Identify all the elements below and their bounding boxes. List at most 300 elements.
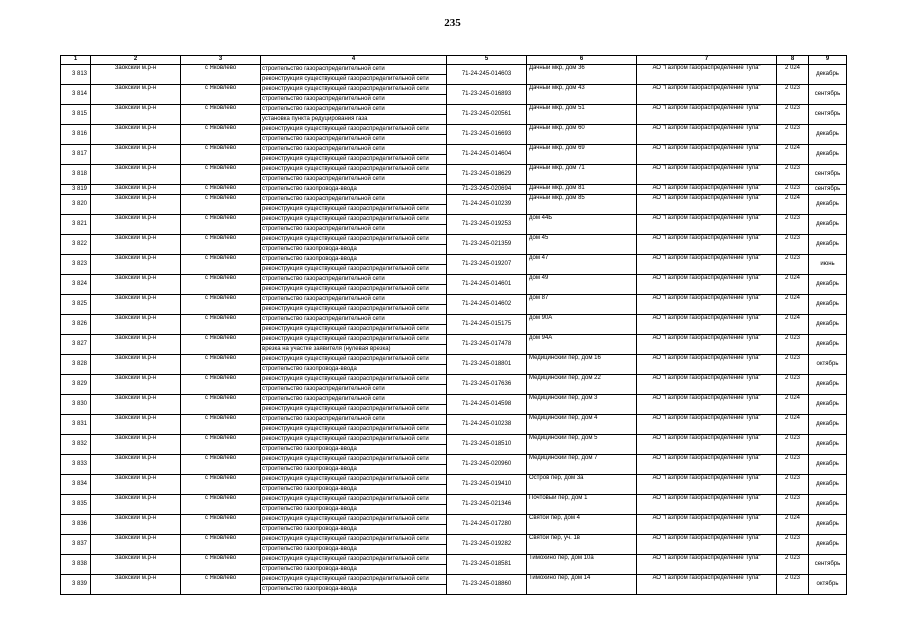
page-number: 235 — [444, 17, 461, 29]
organization-cell: АО "Газпром газораспределение Тула" — [637, 275, 777, 295]
row-number: 3 816 — [61, 125, 91, 145]
month-cell: сентябрь — [809, 105, 847, 125]
address-cell: Дачный мкр, дом 43 — [527, 85, 637, 105]
settlement-cell: с Яковлево — [181, 475, 261, 495]
request-code-cell: 71-23-245-021359 — [447, 235, 527, 255]
work-type-line: реконструкция существующей газораспределительной сети — [261, 235, 446, 245]
address-cell: Дачный мкр, дом 69 — [527, 145, 637, 165]
table-row — [61, 85, 847, 105]
district-cell: Заокский м.р-н — [91, 575, 181, 595]
work-type-line: реконструкция существующей газораспределительной сети — [261, 335, 446, 345]
work-type-cell — [261, 105, 447, 125]
month-cell: декабрь — [809, 335, 847, 355]
month-cell: декабрь — [809, 495, 847, 515]
work-type-line: реконструкция существующей газораспределительной сети — [261, 85, 446, 95]
work-type-line: строительство газораспределительной сети — [261, 415, 446, 425]
work-type-cell — [261, 515, 447, 535]
month-cell: декабрь — [809, 455, 847, 475]
year-cell: 2 023 — [777, 535, 809, 555]
organization-cell: АО "Газпром газораспределение Тула" — [637, 335, 777, 355]
table-row — [61, 395, 847, 415]
row-number: 3 828 — [61, 355, 91, 375]
district-cell: Заокский м.р-н — [91, 495, 181, 515]
work-type-cell — [261, 185, 447, 195]
settlement-cell: с Яковлево — [181, 295, 261, 315]
table-row — [61, 535, 847, 555]
year-cell: 2 024 — [777, 65, 809, 85]
row-number: 3 815 — [61, 105, 91, 125]
column-header: 8 — [777, 56, 809, 65]
month-cell: октябрь — [809, 575, 847, 595]
work-type-line: реконструкция существующей газораспределительной сети — [261, 125, 446, 135]
work-type-line: реконструкция существующей газораспределительной сети — [261, 455, 446, 465]
work-type-line: строительство газораспределительной сети — [261, 145, 446, 155]
year-cell: 2 023 — [777, 475, 809, 495]
organization-cell: АО "Газпром газораспределение Тула" — [637, 125, 777, 145]
table-row — [61, 375, 847, 395]
work-type-cell — [261, 85, 447, 105]
organization-cell: АО "Газпром газораспределение Тула" — [637, 435, 777, 455]
request-code-cell: 71-23-245-019282 — [447, 535, 527, 555]
work-type-line: строительство газораспределительной сети — [261, 275, 446, 285]
work-type-cell — [261, 455, 447, 475]
organization-cell: АО "Газпром газораспределение Тула" — [637, 415, 777, 435]
table-row — [61, 195, 847, 215]
organization-cell: АО "Газпром газораспределение Тула" — [637, 65, 777, 85]
work-type-line: строительство газораспределительной сети — [262, 226, 385, 232]
address-cell: Дачный мкр, дом 51 — [527, 105, 637, 125]
month-cell: декабрь — [809, 145, 847, 165]
work-type-line: реконструкция существующей газораспределительной сети — [261, 535, 446, 545]
request-code-cell: 71-23-245-018801 — [447, 355, 527, 375]
row-number: 3 824 — [61, 275, 91, 295]
district-cell: Заокский м.р-н — [91, 275, 181, 295]
request-code-cell: 71-24-245-010239 — [447, 195, 527, 215]
address-cell: Тимохино пер, дом 14 — [527, 575, 637, 595]
year-cell: 2 023 — [777, 555, 809, 575]
work-type-line: реконструкция существующей газораспределительной сети — [262, 266, 429, 272]
table-row — [61, 235, 847, 255]
table-row — [61, 165, 847, 185]
row-number: 3 818 — [61, 165, 91, 185]
address-cell: Медицинский пер, дом 7 — [527, 455, 637, 475]
month-cell: декабрь — [809, 435, 847, 455]
column-header: 5 — [447, 56, 527, 65]
address-cell: дом 47 — [527, 255, 637, 275]
work-type-line: реконструкция существующей газораспределительной сети — [262, 426, 429, 432]
table-row — [61, 65, 847, 85]
year-cell: 2 023 — [777, 125, 809, 145]
gasification-table — [60, 55, 847, 595]
request-code-cell: 71-24-245-014603 — [447, 65, 527, 85]
row-number: 3 830 — [61, 395, 91, 415]
organization-cell: АО "Газпром газораспределение Тула" — [637, 375, 777, 395]
work-type-cell — [261, 535, 447, 555]
work-type-line: строительство газопровода-ввода — [262, 366, 357, 372]
district-cell: Заокский м.р-н — [91, 215, 181, 235]
row-number: 3 835 — [61, 495, 91, 515]
address-cell: дом 87 — [527, 295, 637, 315]
month-cell: декабрь — [809, 375, 847, 395]
year-cell: 2 023 — [777, 185, 809, 195]
organization-cell: АО "Газпром газораспределение Тула" — [637, 145, 777, 165]
organization-cell: АО "Газпром газораспределение Тула" — [637, 395, 777, 415]
settlement-cell: с Яковлево — [181, 275, 261, 295]
district-cell: Заокский м.р-н — [91, 315, 181, 335]
year-cell: 2 024 — [777, 275, 809, 295]
work-type-line: установка пункта редуцирования газа — [262, 116, 368, 122]
work-type-cell — [261, 415, 447, 435]
month-cell: декабрь — [809, 535, 847, 555]
column-header: 7 — [637, 56, 777, 65]
work-type-line: реконструкция существующей газораспределительной сети — [262, 326, 429, 332]
month-cell: сентябрь — [809, 165, 847, 185]
request-code-cell: 71-23-245-020561 — [447, 105, 527, 125]
organization-cell: АО "Газпром газораспределение Тула" — [637, 475, 777, 495]
row-number: 3 833 — [61, 455, 91, 475]
address-cell: дом 90А — [527, 315, 637, 335]
year-cell: 2 023 — [777, 435, 809, 455]
row-number: 3 814 — [61, 85, 91, 105]
work-type-line: реконструкция существующей газораспределительной сети — [262, 406, 429, 412]
district-cell: Заокский м.р-н — [91, 555, 181, 575]
table-row — [61, 105, 847, 125]
request-code-cell: 71-24-245-015175 — [447, 315, 527, 335]
address-cell: Медицинский пер, дом 4 — [527, 415, 637, 435]
table-row — [61, 575, 847, 595]
work-type-line: строительство газопровода-ввода — [262, 566, 357, 572]
work-type-line: реконструкция существующей газораспределительной сети — [262, 286, 429, 292]
work-type-line: строительство газораспределительной сети — [261, 195, 446, 205]
settlement-cell: с Яковлево — [181, 65, 261, 85]
work-type-cell — [261, 475, 447, 495]
address-cell: дом 45 — [527, 235, 637, 255]
work-type-line: строительство газораспределительной сети — [262, 136, 385, 142]
year-cell: 2 023 — [777, 105, 809, 125]
table-row — [61, 295, 847, 315]
organization-cell: АО "Газпром газораспределение Тула" — [637, 575, 777, 595]
settlement-cell: с Яковлево — [181, 395, 261, 415]
table-row — [61, 125, 847, 145]
work-type-line: реконструкция существующей газораспределительной сети — [261, 555, 446, 565]
row-number: 3 826 — [61, 315, 91, 335]
column-header: 4 — [261, 56, 447, 65]
request-code-cell: 71-23-245-016693 — [447, 125, 527, 145]
row-number: 3 823 — [61, 255, 91, 275]
row-number: 3 825 — [61, 295, 91, 315]
district-cell: Заокский м.р-н — [91, 165, 181, 185]
month-cell: сентябрь — [809, 555, 847, 575]
organization-cell: АО "Газпром газораспределение Тула" — [637, 215, 777, 235]
work-type-line: строительство газопровода-ввода — [262, 186, 357, 192]
year-cell: 2 023 — [777, 455, 809, 475]
month-cell: декабрь — [809, 195, 847, 215]
district-cell: Заокский м.р-н — [91, 145, 181, 165]
row-number: 3 820 — [61, 195, 91, 215]
address-cell: Дачный мкр, дом 71 — [527, 165, 637, 185]
row-number: 3 832 — [61, 435, 91, 455]
organization-cell: АО "Газпром газораспределение Тула" — [637, 255, 777, 275]
settlement-cell: с Яковлево — [181, 85, 261, 105]
row-number: 3 829 — [61, 375, 91, 395]
table-row — [61, 335, 847, 355]
district-cell: Заокский м.р-н — [91, 235, 181, 255]
settlement-cell: с Яковлево — [181, 125, 261, 145]
request-code-cell: 71-23-245-016893 — [447, 85, 527, 105]
table-row — [61, 185, 847, 195]
work-type-cell — [261, 125, 447, 145]
year-cell: 2 024 — [777, 395, 809, 415]
table-row — [61, 145, 847, 165]
work-type-cell — [261, 555, 447, 575]
work-type-cell — [261, 315, 447, 335]
address-cell: дом 44Б — [527, 215, 637, 235]
district-cell: Заокский м.р-н — [91, 125, 181, 145]
settlement-cell: с Яковлево — [181, 575, 261, 595]
settlement-cell: с Яковлево — [181, 315, 261, 335]
request-code-cell: 71-23-245-018629 — [447, 165, 527, 185]
work-type-line: реконструкция существующей газораспределительной сети — [261, 165, 446, 175]
organization-cell: АО "Газпром газораспределение Тула" — [637, 455, 777, 475]
work-type-line: реконструкция существующей газораспределительной сети — [261, 355, 446, 365]
work-type-line: строительство газопровода-ввода — [262, 546, 357, 552]
table-row — [61, 355, 847, 375]
row-number: 3 831 — [61, 415, 91, 435]
work-type-line: строительство газораспределительной сети — [262, 176, 385, 182]
month-cell: декабрь — [809, 315, 847, 335]
year-cell: 2 023 — [777, 495, 809, 515]
column-header: 9 — [809, 56, 847, 65]
month-cell: сентябрь — [809, 185, 847, 195]
year-cell: 2 023 — [777, 215, 809, 235]
work-type-cell — [261, 335, 447, 355]
header-row — [61, 56, 847, 65]
address-cell: Медицинский пер, дом 5 — [527, 435, 637, 455]
request-code-cell: 71-23-245-020694 — [447, 185, 527, 195]
month-cell: сентябрь — [809, 85, 847, 105]
work-type-line: строительство газопровода-ввода — [262, 246, 357, 252]
table-body — [61, 65, 847, 595]
row-number: 3 834 — [61, 475, 91, 495]
address-cell: Медицинский пер, дом 16 — [527, 355, 637, 375]
year-cell: 2 024 — [777, 515, 809, 535]
district-cell: Заокский м.р-н — [91, 355, 181, 375]
district-cell: Заокский м.р-н — [91, 85, 181, 105]
settlement-cell: с Яковлево — [181, 375, 261, 395]
work-type-line: реконструкция существующей газораспределительной сети — [261, 475, 446, 485]
table-row — [61, 275, 847, 295]
settlement-cell: с Яковлево — [181, 165, 261, 185]
month-cell: декабрь — [809, 295, 847, 315]
table-row — [61, 435, 847, 455]
district-cell: Заокский м.р-н — [91, 195, 181, 215]
organization-cell: АО "Газпром газораспределение Тула" — [637, 185, 777, 195]
settlement-cell: с Яковлево — [181, 255, 261, 275]
work-type-line: реконструкция существующей газораспределительной сети — [261, 435, 446, 445]
work-type-line: строительство газораспределительной сети — [262, 96, 385, 102]
address-cell: Дачный мкр, дом 85 — [527, 195, 637, 215]
year-cell: 2 024 — [777, 145, 809, 165]
address-cell: Дачный мкр, дом 36 — [527, 65, 637, 85]
request-code-cell: 71-24-245-014598 — [447, 395, 527, 415]
work-type-line: реконструкция существующей газораспределительной сети — [262, 206, 429, 212]
month-cell: декабрь — [809, 215, 847, 235]
work-type-cell — [261, 145, 447, 165]
organization-cell: АО "Газпром газораспределение Тула" — [637, 315, 777, 335]
month-cell: декабрь — [809, 275, 847, 295]
year-cell: 2 024 — [777, 295, 809, 315]
month-cell: декабрь — [809, 65, 847, 85]
table-row — [61, 555, 847, 575]
work-type-cell — [261, 375, 447, 395]
column-header: 3 — [181, 56, 261, 65]
organization-cell: АО "Газпром газораспределение Тула" — [637, 195, 777, 215]
year-cell: 2 024 — [777, 415, 809, 435]
request-code-cell: 71-23-245-017478 — [447, 335, 527, 355]
request-code-cell: 71-23-245-017636 — [447, 375, 527, 395]
work-type-cell — [261, 255, 447, 275]
month-cell: октябрь — [809, 355, 847, 375]
district-cell: Заокский м.р-н — [91, 65, 181, 85]
request-code-cell: 71-24-245-014604 — [447, 145, 527, 165]
row-number: 3 827 — [61, 335, 91, 355]
address-cell: Почтовый пер, дом 1 — [527, 495, 637, 515]
table-row — [61, 255, 847, 275]
work-type-cell — [261, 295, 447, 315]
work-type-cell — [261, 435, 447, 455]
district-cell: Заокский м.р-н — [91, 535, 181, 555]
request-code-cell: 71-23-245-019410 — [447, 475, 527, 495]
row-number: 3 838 — [61, 555, 91, 575]
district-cell: Заокский м.р-н — [91, 455, 181, 475]
request-code-cell: 71-23-245-018510 — [447, 435, 527, 455]
month-cell: июнь — [809, 255, 847, 275]
district-cell: Заокский м.р-н — [91, 475, 181, 495]
row-number: 3 839 — [61, 575, 91, 595]
work-type-line: строительство газопровода-ввода — [262, 526, 357, 532]
district-cell: Заокский м.р-н — [91, 375, 181, 395]
work-type-cell — [261, 275, 447, 295]
row-number: 3 813 — [61, 65, 91, 85]
settlement-cell: с Яковлево — [181, 215, 261, 235]
work-type-line: строительство газопровода-ввода — [261, 255, 446, 265]
district-cell: Заокский м.р-н — [91, 255, 181, 275]
address-cell: Медицинский пер, дом 3 — [527, 395, 637, 415]
work-type-line: строительство газораспределительной сети — [261, 295, 446, 305]
district-cell: Заокский м.р-н — [91, 335, 181, 355]
column-header: 1 — [61, 56, 91, 65]
work-type-cell — [261, 355, 447, 375]
work-type-line: реконструкция существующей газораспределительной сети — [261, 515, 446, 525]
work-type-line: строительство газопровода-ввода — [262, 466, 357, 472]
work-type-line: строительство газораспределительной сети — [261, 65, 446, 75]
settlement-cell: с Яковлево — [181, 515, 261, 535]
request-code-cell: 71-24-245-010238 — [447, 415, 527, 435]
table-row — [61, 315, 847, 335]
work-type-cell — [261, 395, 447, 415]
work-type-line: строительство газопровода-ввода — [262, 586, 357, 592]
work-type-line: реконструкция существующей газораспределительной сети — [261, 495, 446, 505]
request-code-cell: 71-24-245-017280 — [447, 515, 527, 535]
month-cell: декабрь — [809, 515, 847, 535]
request-code-cell: 71-23-245-018860 — [447, 575, 527, 595]
settlement-cell: с Яковлево — [181, 415, 261, 435]
work-type-line: строительство газораспределительной сети — [261, 395, 446, 405]
work-type-line: строительство газопровода-ввода — [262, 506, 357, 512]
organization-cell: АО "Газпром газораспределение Тула" — [637, 235, 777, 255]
row-number: 3 837 — [61, 535, 91, 555]
work-type-line: строительство газораспределительной сети — [262, 386, 385, 392]
settlement-cell: с Яковлево — [181, 435, 261, 455]
settlement-cell: с Яковлево — [181, 235, 261, 255]
work-type-cell — [261, 65, 447, 85]
request-code-cell: 71-23-245-019207 — [447, 255, 527, 275]
organization-cell: АО "Газпром газораспределение Тула" — [637, 295, 777, 315]
work-type-line: реконструкция существующей газораспределительной сети — [262, 76, 429, 82]
organization-cell: АО "Газпром газораспределение Тула" — [637, 515, 777, 535]
table-row — [61, 215, 847, 235]
work-type-cell — [261, 215, 447, 235]
table-row — [61, 415, 847, 435]
month-cell: декабрь — [809, 395, 847, 415]
year-cell: 2 023 — [777, 255, 809, 275]
table-row — [61, 515, 847, 535]
address-cell: Дачный мкр, дом 60 — [527, 125, 637, 145]
address-cell: Святой пер, дом 4 — [527, 515, 637, 535]
address-cell: дом 49 — [527, 275, 637, 295]
address-cell: Дачный мкр, дом 81 — [527, 185, 637, 195]
work-type-line: строительство газораспределительной сети — [261, 105, 446, 115]
settlement-cell: с Яковлево — [181, 145, 261, 165]
year-cell: 2 024 — [777, 195, 809, 215]
year-cell: 2 023 — [777, 575, 809, 595]
district-cell: Заокский м.р-н — [91, 185, 181, 195]
work-type-line: реконструкция существующей газораспределительной сети — [261, 575, 446, 585]
year-cell: 2 023 — [777, 335, 809, 355]
row-number: 3 822 — [61, 235, 91, 255]
district-cell: Заокский м.р-н — [91, 295, 181, 315]
work-type-line: реконструкция существующей газораспределительной сети — [262, 156, 429, 162]
year-cell: 2 023 — [777, 85, 809, 105]
month-cell: декабрь — [809, 475, 847, 495]
settlement-cell: с Яковлево — [181, 535, 261, 555]
address-cell: Тимохино пер, дом 10а — [527, 555, 637, 575]
year-cell: 2 023 — [777, 235, 809, 255]
request-code-cell: 71-23-245-018581 — [447, 555, 527, 575]
district-cell: Заокский м.р-н — [91, 515, 181, 535]
address-cell: Медицинский пер, дом 22 — [527, 375, 637, 395]
request-code-cell: 71-23-245-019253 — [447, 215, 527, 235]
request-code-cell: 71-24-245-014601 — [447, 275, 527, 295]
address-cell: Остров пер, дом 3а — [527, 475, 637, 495]
work-type-line: реконструкция существующей газораспределительной сети — [262, 306, 429, 312]
year-cell: 2 023 — [777, 165, 809, 185]
row-number: 3 821 — [61, 215, 91, 235]
row-number: 3 819 — [61, 185, 91, 195]
settlement-cell: с Яковлево — [181, 355, 261, 375]
column-header: 2 — [91, 56, 181, 65]
organization-cell: АО "Газпром газораспределение Тула" — [637, 165, 777, 185]
organization-cell: АО "Газпром газораспределение Тула" — [637, 495, 777, 515]
settlement-cell: с Яковлево — [181, 495, 261, 515]
month-cell: декабрь — [809, 125, 847, 145]
table-row — [61, 495, 847, 515]
address-cell: Святой пер, уч. 1в — [527, 535, 637, 555]
work-type-line: врезка на участке заявителя (нулевая врезка) — [262, 346, 391, 352]
work-type-line: реконструкция существующей газораспределительной сети — [261, 375, 446, 385]
work-type-cell — [261, 235, 447, 255]
row-number: 3 836 — [61, 515, 91, 535]
